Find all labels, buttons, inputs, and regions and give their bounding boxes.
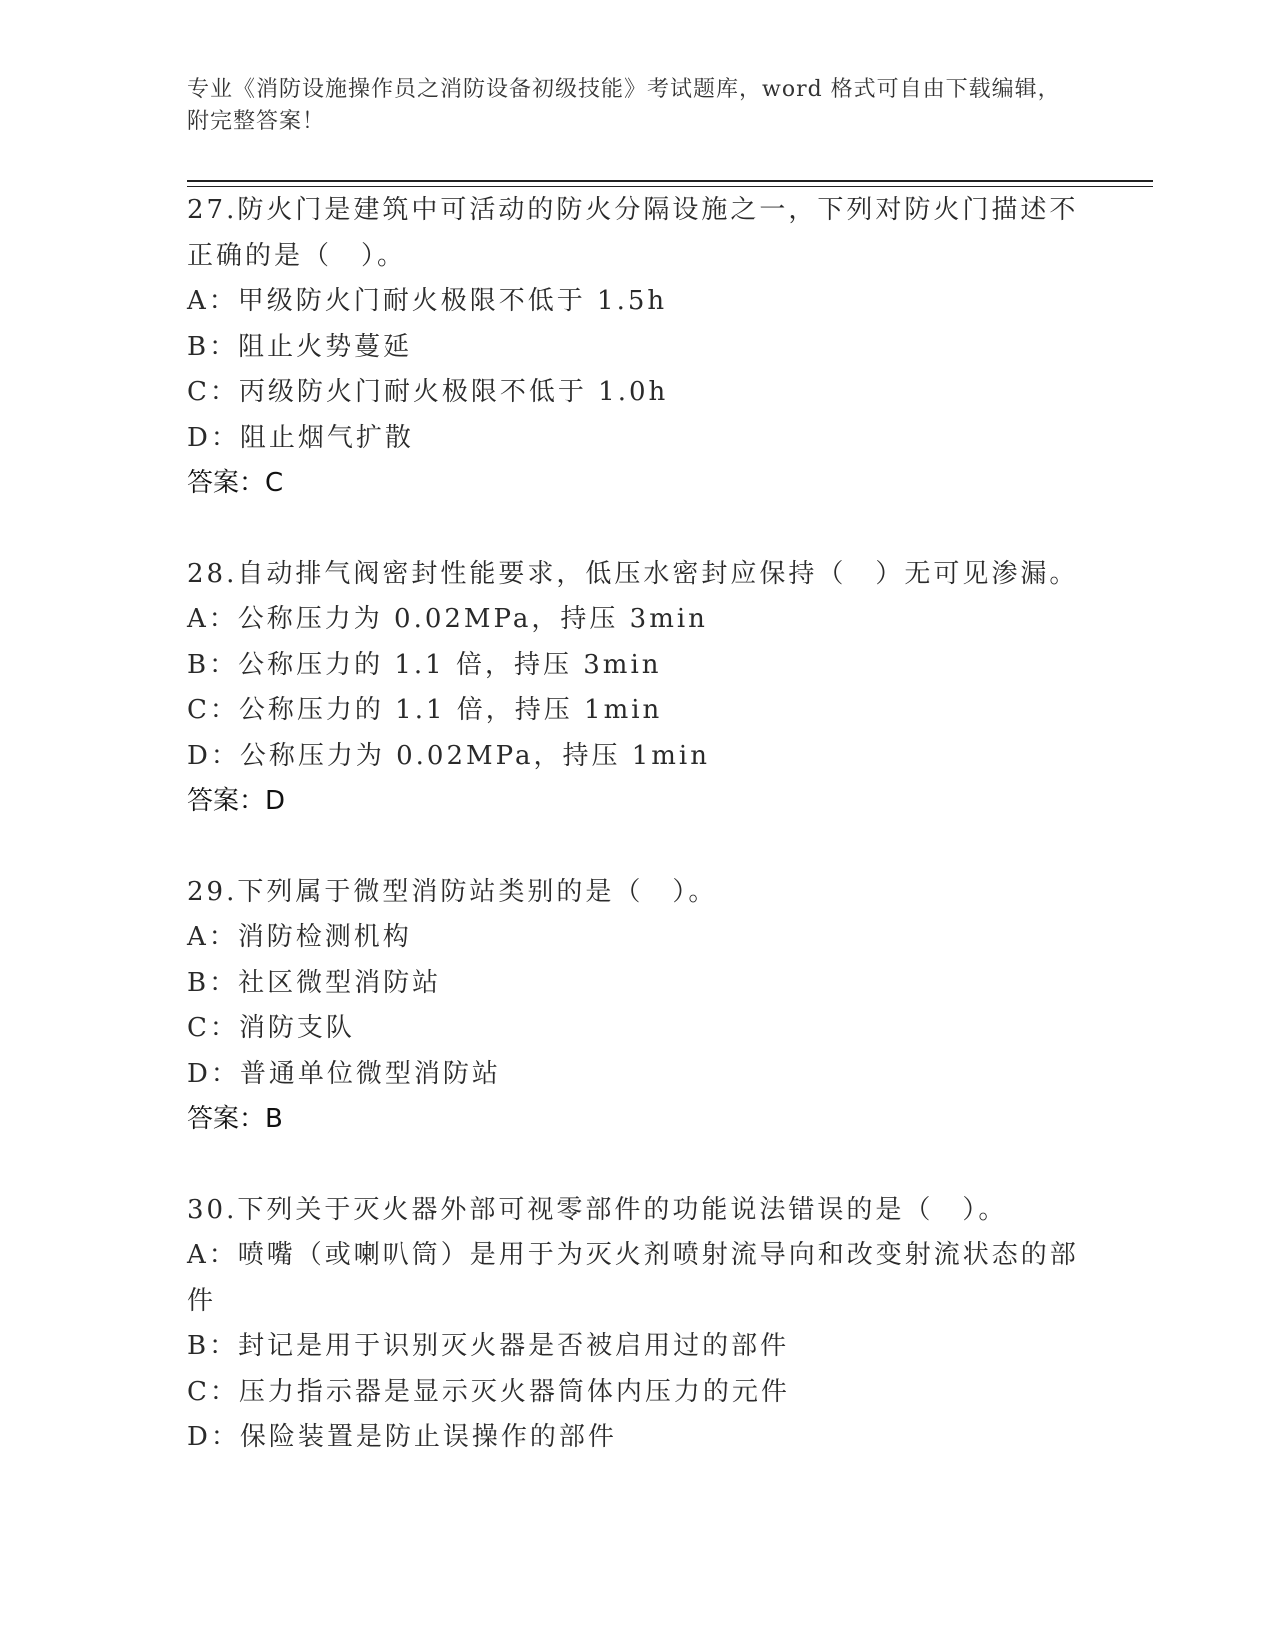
option-c: C：消防支队 <box>187 1013 355 1043</box>
option-d: D：普通单位微型消防站 <box>187 1058 501 1089</box>
question-stem: 28.自动排气阀密封性能要求，低压水密封应保持（ ）无可见渗漏。 <box>187 558 1079 589</box>
answer-label: 答案：D <box>187 786 286 816</box>
header-divider-thin <box>187 186 1153 187</box>
option-a: A：喷嘴（或喇叭筒）是用于为灭火剂喷射流导向和改变射流状态的部件 <box>187 1240 1079 1316</box>
option-c: C：公称压力的 1.1 倍，持压 1min <box>187 695 663 725</box>
option-b: B：公称压力的 1.1 倍，持压 3min <box>187 649 662 680</box>
question-29 <box>187 870 1087 1143</box>
answer-label: 答案：C <box>187 468 284 498</box>
question-30 <box>187 1188 1087 1461</box>
question-28 <box>187 552 1087 825</box>
option-b: B：阻止火势蔓延 <box>187 331 413 362</box>
question-stem: 29.下列属于微型消防站类别的是（ ）。 <box>187 876 718 907</box>
option-c: C：压力指示器是显示灭火器筒体内压力的元件 <box>187 1376 790 1407</box>
option-d: D：保险装置是防止误操作的部件 <box>187 1422 617 1452</box>
question-stem: 27.防火门是建筑中可活动的防火分隔设施之一，下列对防火门描述不正确的是（ ）。 <box>187 195 1079 271</box>
option-c: C：丙级防火门耐火极限不低于 1.0h <box>187 377 669 407</box>
option-a: A：公称压力为 0.02MPa，持压 3min <box>187 604 708 634</box>
option-a: A：甲级防火门耐火极限不低于 1.5h <box>187 286 668 316</box>
header-divider-thick <box>187 180 1153 182</box>
option-a: A：消防检测机构 <box>187 922 412 952</box>
question-list <box>187 188 1087 1506</box>
option-d: D：阻止烟气扩散 <box>187 422 414 453</box>
question-27 <box>187 188 1087 507</box>
answer-label: 答案：B <box>187 1104 283 1134</box>
option-d: D：公称压力为 0.02MPa，持压 1min <box>187 740 710 771</box>
option-b: B：封记是用于识别灭火器是否被启用过的部件 <box>187 1331 790 1361</box>
document-header: 专业《消防设施操作员之消防设备初级技能》考试题库，word 格式可自由下载编辑，附完整答案！ <box>187 77 1061 134</box>
question-stem: 30.下列关于灭火器外部可视零部件的功能说法错误的是（ ）。 <box>187 1194 1008 1225</box>
option-b: B：社区微型消防站 <box>187 967 442 998</box>
